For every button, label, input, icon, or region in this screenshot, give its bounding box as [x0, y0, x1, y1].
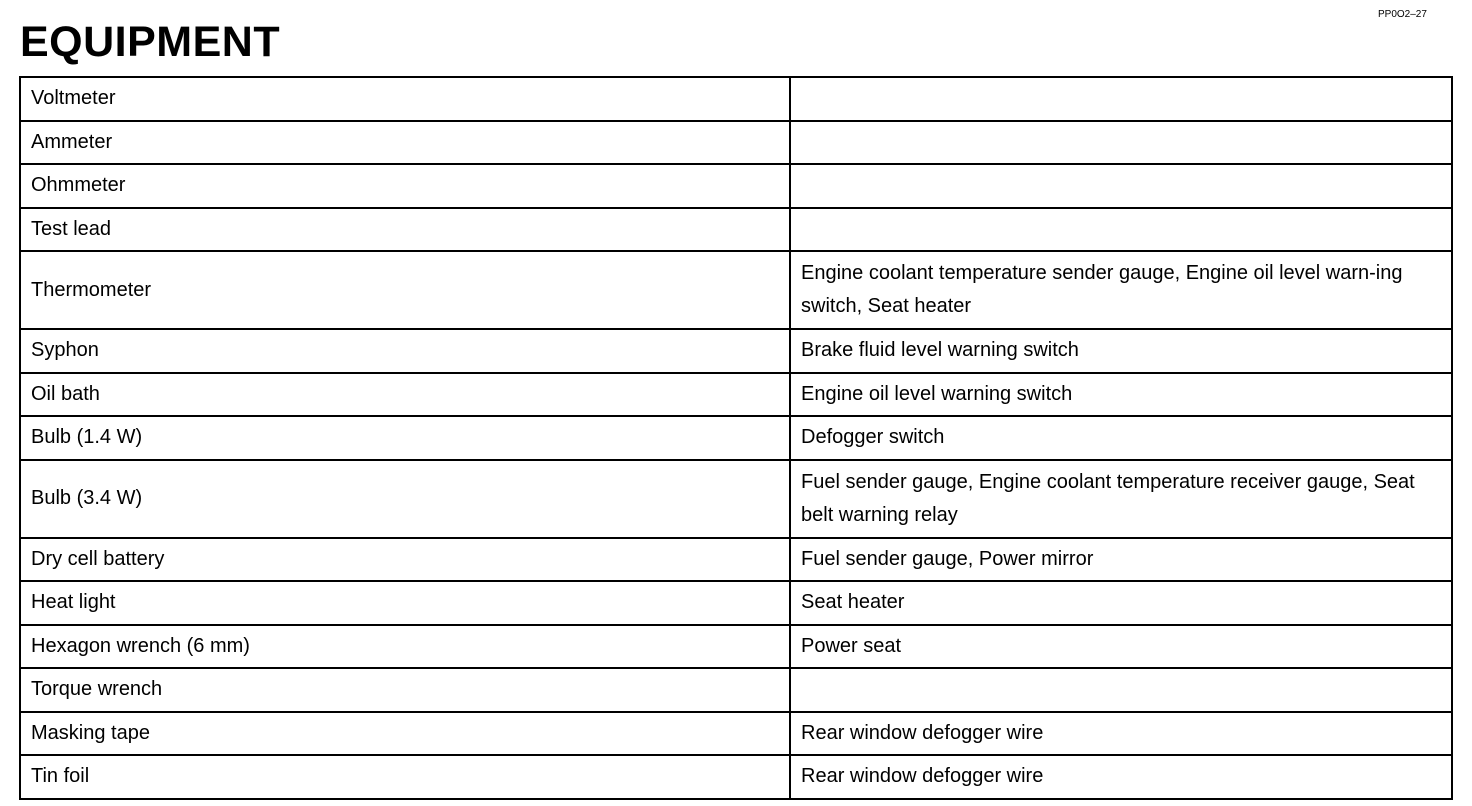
table-row	[20, 668, 1452, 712]
equipment-item: Thermometer	[20, 251, 790, 329]
equipment-use: Defogger switch	[790, 416, 1452, 460]
equipment-item: Ammeter	[20, 121, 790, 165]
table-row	[20, 373, 1452, 417]
equipment-use: Rear window defogger wire	[790, 712, 1452, 756]
equipment-table	[19, 76, 1453, 800]
equipment-use: Fuel sender gauge, Power mirror	[790, 538, 1452, 582]
equipment-item: Torque wrench	[20, 668, 790, 712]
page-code: PP0O2–27	[1378, 9, 1427, 20]
equipment-item: Voltmeter	[20, 77, 790, 121]
equipment-use: Power seat	[790, 625, 1452, 669]
table-row	[20, 121, 1452, 165]
page-title: EQUIPMENT	[20, 18, 281, 66]
equipment-use	[790, 208, 1452, 252]
equipment-item: Tin foil	[20, 755, 790, 799]
equipment-item: Hexagon wrench (6 mm)	[20, 625, 790, 669]
table-row	[20, 329, 1452, 373]
equipment-use: Rear window defogger wire	[790, 755, 1452, 799]
table-row	[20, 712, 1452, 756]
table-row	[20, 416, 1452, 460]
equipment-use: Engine oil level warning switch	[790, 373, 1452, 417]
equipment-item: Heat light	[20, 581, 790, 625]
equipment-use: Brake fluid level warning switch	[790, 329, 1452, 373]
table-row	[20, 581, 1452, 625]
equipment-use: Seat heater	[790, 581, 1452, 625]
equipment-item: Ohmmeter	[20, 164, 790, 208]
table-row	[20, 251, 1452, 329]
table-row	[20, 538, 1452, 582]
equipment-use	[790, 668, 1452, 712]
table-row	[20, 77, 1452, 121]
equipment-item: Dry cell battery	[20, 538, 790, 582]
equipment-item: Bulb (1.4 W)	[20, 416, 790, 460]
equipment-item: Masking tape	[20, 712, 790, 756]
equipment-item: Test lead	[20, 208, 790, 252]
equipment-use	[790, 164, 1452, 208]
equipment-use: Engine coolant temperature sender gauge, Engine oil level warn-ing switch, Seat heater	[790, 251, 1452, 329]
table-row	[20, 460, 1452, 538]
equipment-item: Oil bath	[20, 373, 790, 417]
equipment-item: Bulb (3.4 W)	[20, 460, 790, 538]
table-row	[20, 164, 1452, 208]
equipment-use	[790, 121, 1452, 165]
table-row	[20, 208, 1452, 252]
table-row	[20, 755, 1452, 799]
equipment-use: Fuel sender gauge, Engine coolant temperature receiver gauge, Seat belt warning relay	[790, 460, 1452, 538]
equipment-use	[790, 77, 1452, 121]
equipment-item: Syphon	[20, 329, 790, 373]
table-row	[20, 625, 1452, 669]
